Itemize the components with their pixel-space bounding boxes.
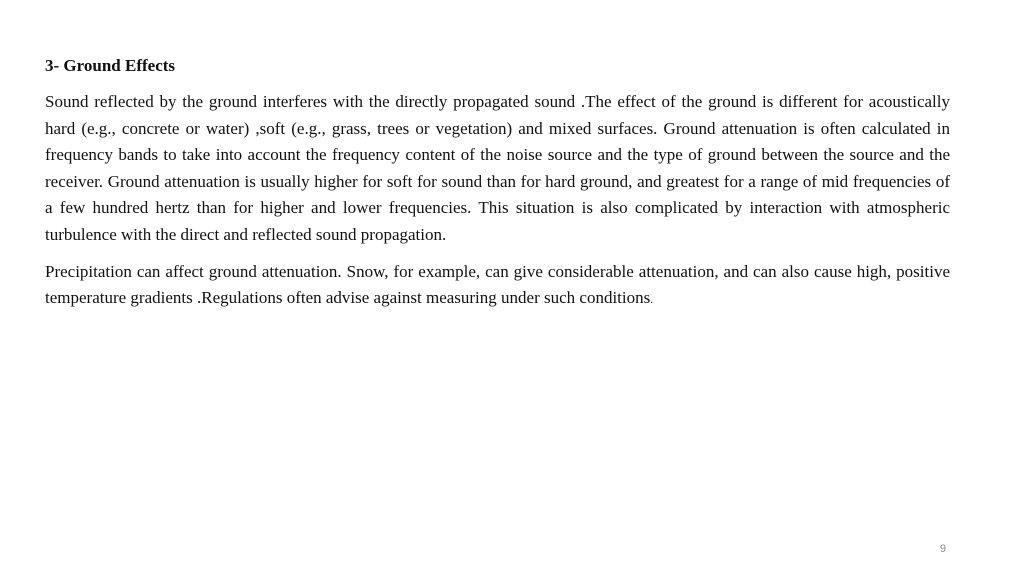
paragraph-precipitation	[45, 259, 950, 314]
paragraph-end-dot: .	[650, 294, 653, 307]
page-number: 9	[939, 543, 946, 555]
section-heading: 3- Ground Effects	[45, 56, 176, 75]
paragraph-ground-reflection: Sound reflected by the ground interferes with the directly propagated sound .The effect of the ground is different for acoustically hard (e.g., concrete or water) ,soft (e.g., grass, trees or vegetation) and mixed surfaces. Ground attenuation is often calculated in frequency bands to take into account the frequency content of the noise source and the type of ground between the source and the receiver. Ground attenuation is usually higher for soft for sound than for hard ground, and greatest for a range of mid frequencies of a few hundred hertz than for higher and lower frequencies. This situation is also complicated by interaction with atmospheric turbulence with the direct and reflected sound propagation.	[45, 92, 950, 244]
paragraph-precipitation-text: Precipitation can affect ground attenuation. Snow, for example, can give considerable attenuation, and can also cause high, positive temperature gradients .Regulations often advise against measuring under such conditions	[45, 261, 950, 308]
slide-content	[45, 55, 950, 324]
